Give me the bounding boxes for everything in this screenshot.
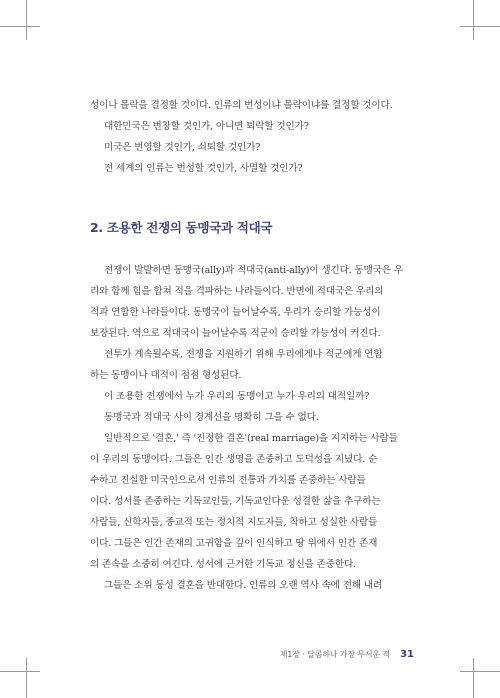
crop-mark [473, 0, 474, 40]
page-footer [280, 649, 414, 660]
body-line: 이 우리의 동맹이다. 그들은 인간 생명을 존중하고 도덕성을 지녔다. 순 [90, 454, 378, 465]
body-line: 전 세계의 인류는 번성할 것인가, 사멸할 것인가? [104, 163, 303, 174]
crop-mark [473, 658, 474, 698]
body-line: 사람들, 신학자들, 종교적 또는 정치적 지도자들, 착하고 성실한 사람들 [90, 517, 378, 528]
body-line: 전쟁이 발발하면 동맹국(ally)과 적대국(anti-ally)이 생긴다. 동맹국은 우 [104, 265, 404, 276]
body-line: 성이나 몰락을 결정할 것이다. 인류의 번성이냐 몰락이냐를 결정할 것이다. [90, 100, 393, 111]
crop-mark [460, 26, 500, 27]
crop-mark [26, 0, 27, 40]
body-line: 동맹국과 적대국 사이 경계선을 명확히 그을 수 없다. [104, 412, 319, 423]
page-number: 31 [400, 649, 414, 660]
body-line: 그들은 소위 동성 결혼을 반대한다. 인류의 오랜 역사 속에 전해 내려 [104, 580, 383, 591]
body-line: 리와 함께 힘을 합쳐 적을 격파하는 나라들이다. 반면에 적대국은 우리의 [90, 286, 384, 297]
running-footer-chapter: 제1장 · 달콤하나 가장 무서운 적 [279, 650, 391, 659]
body-line: 대한민국은 번창할 것인가, 아니면 퇴락할 것인가? [104, 121, 309, 132]
body-line: 보장된다. 역으로 적대국이 늘어날수록 적군이 승리할 가능성이 커진다. [90, 328, 381, 339]
section-number: 2. [90, 220, 103, 235]
body-line: 하는 동맹이나 대적이 점점 형성된다. [90, 370, 242, 381]
body-line: 이다. 그들은 인간 존재의 고귀함을 깊이 인식하고 땅 위에서 인간 존재 [90, 538, 378, 549]
section-title: 조용한 전쟁의 동맹국과 적대국 [106, 220, 273, 235]
body-line: 일반적으로 '결혼,' 즉 '진정한 결혼'(real marriage)을 지지하는 사람들 [104, 433, 398, 444]
body-line: 의 존속을 소중히 여긴다. 성서에 근거한 기독교 정신을 존중한다. [90, 559, 357, 570]
body-line: 수하고 진실한 미국인으로서 인류의 전통과 가치를 존중하는 사람들 [90, 475, 366, 486]
body-line: 적과 연합한 나라들이다. 동맹국이 늘어날수록, 우리가 승리할 가능성이 [90, 307, 381, 318]
body-line: 전투가 계속될수록, 전쟁을 지원하기 위해 우리에게나 적군에게 연합 [104, 349, 383, 360]
crop-mark [460, 671, 500, 672]
crop-mark [26, 658, 27, 698]
section-heading [90, 218, 272, 236]
crop-mark [0, 671, 40, 672]
body-line: 미국은 번영할 것인가, 쇠퇴할 것인가? [104, 142, 261, 153]
body-line: 이 조용한 전쟁에서 누가 우리의 동맹이고 누가 우리의 대적일까? [104, 391, 370, 402]
crop-mark [0, 26, 40, 27]
body-line: 이다. 성서를 존중하는 기독교인들, 기독교인다운 성결한 삶을 추구하는 [90, 496, 381, 507]
